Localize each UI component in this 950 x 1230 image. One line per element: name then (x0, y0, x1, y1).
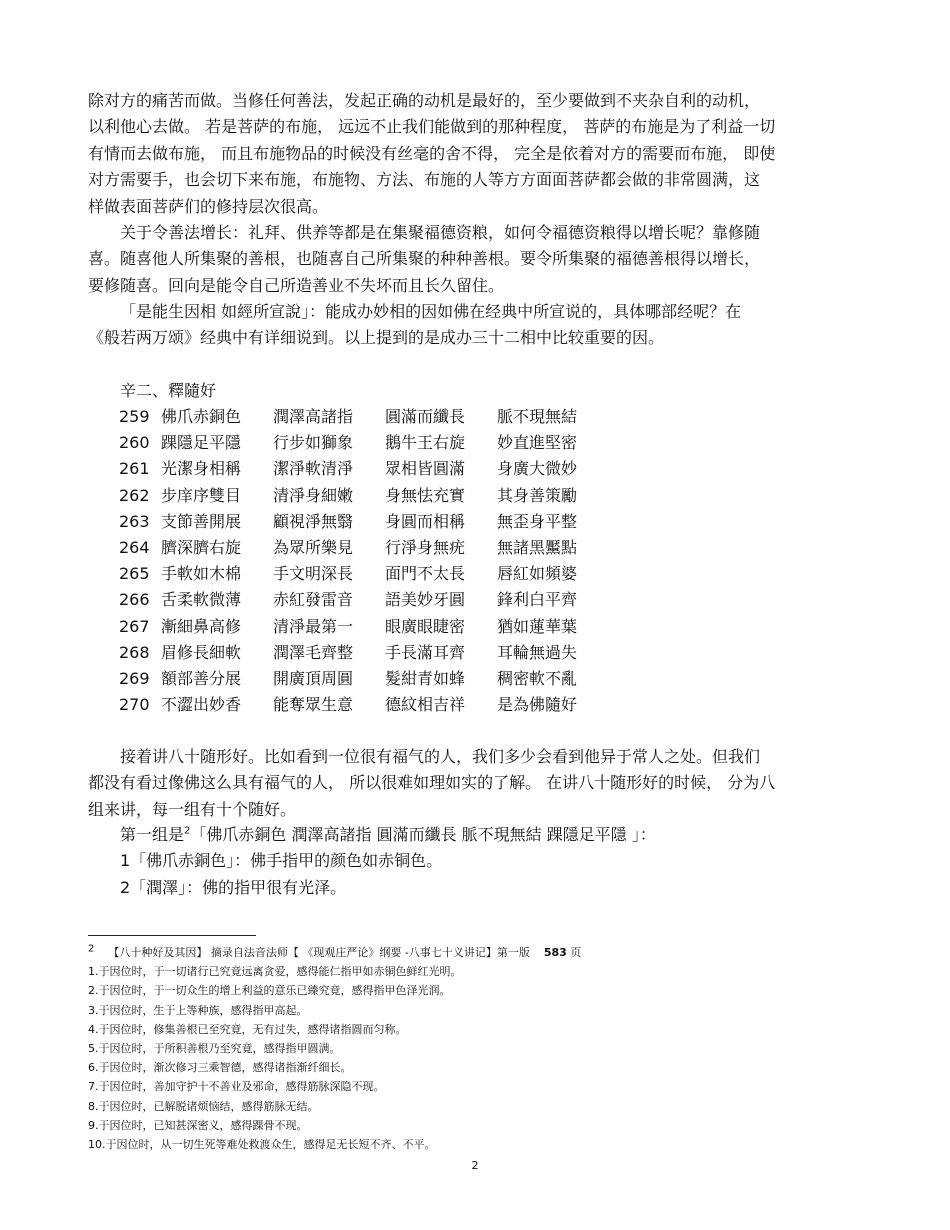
verse-phrase: 支節善開展 (161, 511, 242, 531)
verse-phrase: 行淨身無疣 (385, 537, 466, 557)
verse-number: 265 (119, 564, 150, 584)
verse-phrase: 其身善策勵 (497, 485, 578, 505)
text-line: 除对方的痛苦而做。当修任何善法，发起正确的动机是最好的，至少要做到不夹杂自利的动机， (88, 91, 761, 110)
verse-phrase: 清淨最第一 (273, 616, 354, 636)
list-item: 1「佛爪赤銅色」：佛手指甲的颜色如赤铜色。 (120, 851, 443, 871)
intro-prefix: 第一组是 (120, 825, 185, 844)
text-line: 有情而去做布施， 而且布施物品的时候没有丝毫的舍不得， 完全是依着对方的需要而布施， 即使 (88, 143, 776, 163)
verse-phrase: 德紋相吉祥 (385, 695, 466, 715)
verse-phrase: 為眾所樂見 (273, 537, 354, 557)
footnote-item: 5.于因位时，于所积善根乃至究竟，感得指甲圆满。 (88, 1041, 341, 1055)
footnote-item: 4.于因位时，修集善根已至究竟，无有过失，感得诸指圆而匀称。 (88, 1022, 407, 1036)
verse-phrase: 能奪眾生意 (273, 695, 354, 715)
footnote-block (88, 943, 888, 1154)
verse-phrase: 脈不現無結 (497, 407, 578, 426)
verse-phrase: 潔淨軟清淨 (273, 459, 354, 479)
verse-phrase: 眾相皆圓滿 (385, 459, 466, 479)
verse-phrase: 猶如蓮華葉 (497, 616, 578, 636)
verse-phrase: 妙直進堅密 (497, 433, 578, 453)
verse-phrase: 光潔身相稱 (161, 459, 242, 479)
verse-phrase: 語美妙牙圓 (385, 590, 466, 610)
list-item: 2「潤澤」：佛的指甲很有光泽。 (120, 877, 347, 897)
verse-number: 263 (119, 511, 150, 531)
text-line: 以利他心去做。 若是菩萨的布施， 远远不止我们能做到的那种程度， 菩萨的布施是为了利益一切 (88, 117, 776, 137)
verse-phrase: 身無怯充實 (385, 485, 466, 505)
verse-phrase: 不澀出妙香 (161, 695, 242, 715)
verse-phrase: 無諸黑黶點 (497, 537, 578, 557)
verse-phrase: 是為佛隨好 (497, 695, 578, 715)
first-group-intro (88, 822, 878, 848)
text-line: 对方需要手，也会切下来布施，布施物、方法、布施的人等方方面面菩萨都会做的非常圆满，这 (88, 170, 761, 190)
verse-phrase: 鵝牛王右旋 (385, 433, 466, 453)
paragraph-first-group (88, 822, 878, 901)
verse-phrase: 眉修長細軟 (161, 642, 242, 662)
verse-phrase: 手文明深長 (273, 564, 354, 584)
verse-phrase: 開廣頂周圓 (273, 668, 354, 688)
verse-phrase: 佛爪赤銅色 (161, 407, 242, 426)
text-line: 关于令善法增长：礼拜、供养等都是在集聚福德资粮，如何令福德资粮得以增长呢？靠修随 (120, 223, 761, 242)
verse-phrase: 額部善分展 (161, 668, 242, 688)
verse-phrase: 手長滿耳齊 (385, 642, 466, 662)
footnote-item: 2.于因位时，于一切众生的增上利益的意乐已臻究竟，感得指甲色泽光润。 (88, 984, 451, 998)
footnote-divider (88, 935, 256, 936)
verse-phrase: 潤澤高諸指 (273, 407, 354, 426)
footnote-mark: 2 (88, 943, 95, 955)
verse-phrase: 舌柔軟微薄 (161, 590, 242, 610)
verse-phrase: 潤澤毛齊整 (273, 642, 354, 662)
paragraph-eighty-minor-marks (88, 744, 878, 823)
verse-phrase: 圓滿而纖長 (385, 407, 466, 426)
footnote-source (88, 943, 888, 962)
verse-number: 261 (119, 459, 150, 479)
text-line: 《般若两万颂》经典中有详细说到。以上提到的是成办三十二相中比较重要的因。 (88, 328, 665, 348)
intro-verse: 「佛爪赤銅色 潤澤高諸指 圓滿而纖長 脈不現無結 踝隱足平隱 」： (190, 825, 656, 844)
footnote-item: 10.于因位时，从一切生死等难处救渡众生，感得足无长短不齐、不平。 (88, 1137, 436, 1151)
text-line: 组来讲，每一组有十个随好。 (88, 799, 297, 819)
verse-phrase: 鋒利白平齊 (497, 590, 578, 610)
footnote-page-unit: 页 (570, 946, 582, 959)
paragraph-giving-motivation (88, 88, 878, 220)
verse-phrase: 身圓而相稱 (385, 511, 466, 531)
footnote-item: 9.于因位时，已知甚深密义，感得踝骨不现。 (88, 1118, 308, 1132)
verse-number: 260 (119, 433, 150, 453)
footnote-reference: 2 (184, 825, 191, 837)
paragraph-causes-of-marks (88, 299, 878, 352)
paragraph-merit-increase (88, 220, 878, 299)
text-line: 都没有看过像佛这么具有福气的人， 所以很难如理如实的了解。 在讲八十随形好的时候， 分为八 (88, 773, 776, 793)
verse-phrase: 漸細鼻高修 (161, 616, 242, 636)
footnote-items (88, 962, 888, 1154)
verse-phrase: 顧視淨無翳 (273, 511, 354, 531)
verse-phrase: 赤紅發雷音 (273, 590, 354, 610)
verse-phrase: 唇紅如頻婆 (497, 564, 578, 584)
footnote-item: 8.于因位时，已解脱诸烦恼结，感得筋脉无结。 (88, 1099, 319, 1113)
footnote-item: 6.于因位时，渐次修习三乘智德，感得诸指渐纤细长。 (88, 1061, 352, 1075)
verse-phrase: 行步如獅象 (273, 433, 354, 453)
verse-number: 269 (119, 668, 150, 688)
verse-number: 268 (119, 642, 150, 662)
verse-phrase: 眼廣眼睫密 (385, 616, 466, 636)
verse-phrase: 清淨身細嫩 (273, 485, 354, 505)
verse-phrase: 髮紺青如蜂 (385, 668, 466, 688)
text-line: 喜。随喜他人所集聚的善根，也随喜自己所集聚的种种善根。要令所集聚的福德善根得以增长， (88, 249, 761, 269)
text-line: 要修随喜。回向是能令自己所造善业不失坏而且长久留住。 (88, 275, 505, 295)
verse-phrase: 踝隱足平隱 (161, 433, 242, 453)
verse-number: 264 (119, 537, 150, 557)
section-heading: 辛二、釋隨好 (120, 381, 217, 400)
verse-phrase: 臍深臍右旋 (161, 537, 242, 557)
footnote-page-number: 583 (543, 946, 567, 959)
page-number: 2 (471, 1159, 479, 1172)
verse-phrase: 身廣大微妙 (497, 459, 578, 479)
footnote-source-text: 【八十种好及其因】 摘录自法音法师【 《现观庄严论》纲要 -八事七十义讲记】第一版 (108, 946, 530, 959)
footnote-item: 1.于因位时，于一切诸行已究竟远离贪爱，感得能仁指甲如赤铜色鲜红光明。 (88, 965, 462, 979)
footnote-item: 7.于因位时，善加守护十不善业及邪命，感得筋脉深隐不现。 (88, 1080, 385, 1094)
verse-phrase: 面門不太長 (385, 564, 466, 584)
verse-number: 266 (119, 590, 150, 610)
verse-number: 267 (119, 616, 150, 636)
text-line: 接着讲八十随形好。比如看到一位很有福气的人，我们多少会看到他异于常人之处。但我们 (120, 747, 761, 766)
verse-phrase: 無歪身平整 (497, 511, 578, 531)
verse-phrase: 手軟如木棉 (161, 564, 242, 584)
verse-phrase: 稠密軟不亂 (497, 668, 578, 688)
verse-phrase: 耳輪無過失 (497, 642, 578, 662)
text-line: 样做表面菩萨们的修持层次很高。 (88, 196, 329, 216)
text-line: 「是能生因相 如經所宣說」：能成办妙相的因如佛在经典中所宣说的，具体哪部经呢？在 (120, 302, 742, 321)
verse-phrase: 步庠序雙目 (161, 485, 242, 505)
footnote-item: 3.于因位时，生于上等种族，感得指甲高起。 (88, 1003, 308, 1017)
verse-number: 259 (119, 407, 150, 426)
verse-number: 270 (119, 695, 150, 715)
verse-number: 262 (119, 485, 150, 505)
